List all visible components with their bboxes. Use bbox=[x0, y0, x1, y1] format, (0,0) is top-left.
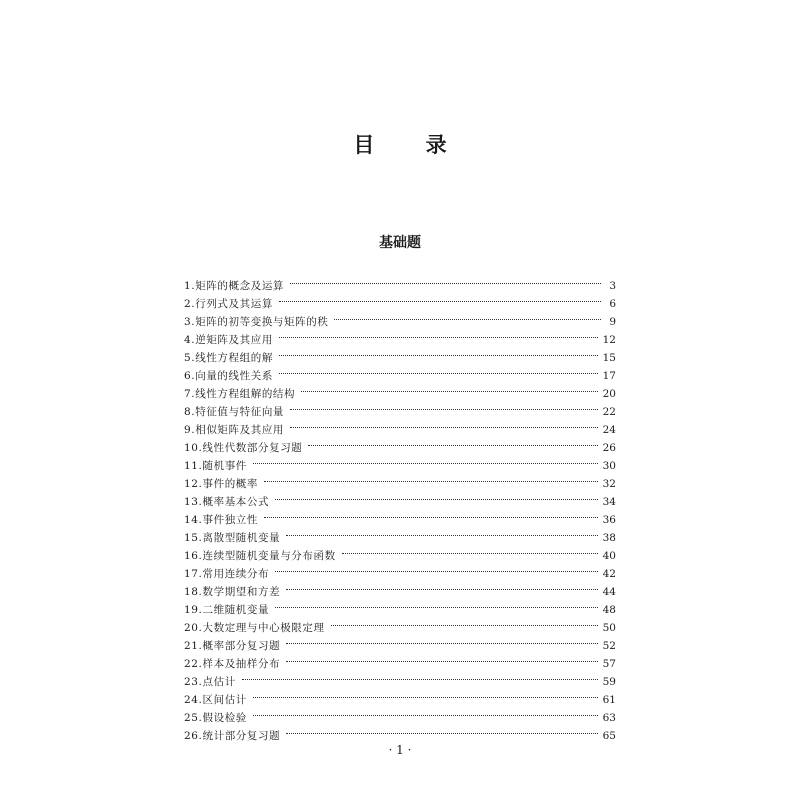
page-title: 目 录 bbox=[353, 133, 469, 157]
dot-leader bbox=[308, 433, 597, 451]
dot-leader bbox=[275, 559, 598, 577]
toc-entry-page-number: 20 bbox=[602, 388, 616, 400]
toc-entry-title: 16.连续型随机变量与分布函数 bbox=[184, 550, 336, 562]
toc-entry-page-number: 59 bbox=[602, 676, 616, 688]
dot-leader bbox=[290, 397, 598, 415]
toc-entry-title: 23.点估计 bbox=[184, 676, 236, 688]
toc-entry-page-number: 15 bbox=[602, 352, 616, 364]
toc-entry-title: 11.随机事件 bbox=[184, 460, 247, 472]
toc-entry-title: 9.相似矩阵及其应用 bbox=[184, 424, 285, 436]
toc-entry-title: 12.事件的概率 bbox=[184, 478, 258, 490]
toc-entry-page-number: 26 bbox=[602, 442, 616, 454]
toc-entry-title: 17.常用连续分布 bbox=[184, 568, 270, 580]
toc-entry[interactable] bbox=[184, 685, 616, 706]
toc-entry-page-number: 44 bbox=[602, 586, 616, 598]
toc-entry-page-number: 50 bbox=[602, 622, 616, 634]
dot-leader bbox=[253, 451, 598, 469]
toc-entry-title: 19.二维随机变量 bbox=[184, 604, 270, 616]
dot-leader bbox=[279, 325, 598, 343]
dot-leader bbox=[275, 595, 598, 613]
toc-entry-page-number: 24 bbox=[602, 424, 616, 436]
dot-leader bbox=[342, 541, 598, 559]
dot-leader bbox=[279, 343, 598, 361]
toc-entry-page-number: 36 bbox=[602, 514, 616, 526]
dot-leader bbox=[279, 289, 601, 307]
toc-entry-page-number: 17 bbox=[602, 370, 616, 382]
toc-entry[interactable] bbox=[184, 271, 616, 292]
toc-entry-page-number: 61 bbox=[602, 694, 616, 706]
dot-leader bbox=[253, 703, 598, 721]
toc-entry-page-number: 34 bbox=[602, 496, 616, 508]
dot-leader bbox=[290, 415, 598, 433]
toc-entry-page-number: 63 bbox=[602, 712, 616, 724]
toc-entry-title: 18.数学期望和方差 bbox=[184, 586, 281, 598]
toc-entry-title: 26.统计部分复习题 bbox=[184, 730, 281, 742]
toc-entry-page-number: 30 bbox=[602, 460, 616, 472]
toc-entry-title: 13.概率基本公式 bbox=[184, 496, 270, 508]
toc-entry-title: 4.逆矩阵及其应用 bbox=[184, 334, 273, 346]
toc-entry-title: 15.离散型随机变量 bbox=[184, 532, 281, 544]
toc-entry-title: 25.假设检验 bbox=[184, 712, 247, 724]
toc-entry-page-number: 57 bbox=[602, 658, 616, 670]
dot-leader bbox=[253, 685, 598, 703]
toc-entry-page-number: 42 bbox=[602, 568, 616, 580]
toc-entry[interactable] bbox=[184, 721, 616, 742]
toc-entry-page-number: 38 bbox=[602, 532, 616, 544]
table-of-contents bbox=[184, 271, 616, 742]
toc-entry-page-number: 3 bbox=[609, 280, 616, 292]
dot-leader bbox=[264, 505, 598, 523]
toc-entry-title: 3.矩阵的初等变换与矩阵的秩 bbox=[184, 316, 329, 328]
dot-leader bbox=[242, 667, 598, 685]
dot-leader bbox=[264, 469, 598, 487]
toc-entry-title: 21.概率部分复习题 bbox=[184, 640, 281, 652]
dot-leader bbox=[331, 613, 598, 631]
toc-entry-title: 7.线性方程组解的结构 bbox=[184, 388, 296, 400]
toc-entry-page-number: 32 bbox=[602, 478, 616, 490]
toc-entry-title: 1.矩阵的概念及运算 bbox=[184, 280, 285, 292]
toc-entry-page-number: 52 bbox=[602, 640, 616, 652]
toc-entry-title: 10.线性代数部分复习题 bbox=[184, 442, 303, 454]
dot-leader bbox=[286, 631, 597, 649]
toc-entry-title: 24.区间估计 bbox=[184, 694, 247, 706]
dot-leader bbox=[301, 379, 598, 397]
toc-entry[interactable] bbox=[184, 469, 616, 490]
dot-leader bbox=[286, 649, 597, 667]
toc-entry-title: 22.样本及抽样分布 bbox=[184, 658, 281, 670]
toc-entry-title: 5.线性方程组的解 bbox=[184, 352, 273, 364]
dot-leader bbox=[275, 487, 598, 505]
dot-leader bbox=[286, 721, 597, 739]
toc-entry-page-number: 12 bbox=[602, 334, 616, 346]
toc-entry-page-number: 48 bbox=[602, 604, 616, 616]
section-title: 基础题 bbox=[379, 235, 421, 251]
toc-entry-title: 2.行列式及其运算 bbox=[184, 298, 273, 310]
toc-entry-title: 14.事件独立性 bbox=[184, 514, 258, 526]
toc-entry-page-number: 9 bbox=[609, 316, 616, 328]
toc-entry-title: 20.大数定理与中心极限定理 bbox=[184, 622, 325, 634]
dot-leader bbox=[334, 307, 601, 325]
dot-leader bbox=[286, 523, 597, 541]
toc-entry-title: 8.特征值与特征向量 bbox=[184, 406, 285, 418]
page-number: · 1 · bbox=[388, 743, 412, 757]
toc-entry-page-number: 6 bbox=[609, 298, 616, 310]
toc-entry[interactable] bbox=[184, 703, 616, 724]
toc-entry[interactable] bbox=[184, 667, 616, 688]
dot-leader bbox=[290, 271, 601, 289]
toc-entry-page-number: 65 bbox=[602, 730, 616, 742]
dot-leader bbox=[286, 577, 597, 595]
dot-leader bbox=[279, 361, 598, 379]
toc-entry-page-number: 40 bbox=[602, 550, 616, 562]
toc-entry-title: 6.向量的线性关系 bbox=[184, 370, 273, 382]
toc-entry-page-number: 22 bbox=[602, 406, 616, 418]
